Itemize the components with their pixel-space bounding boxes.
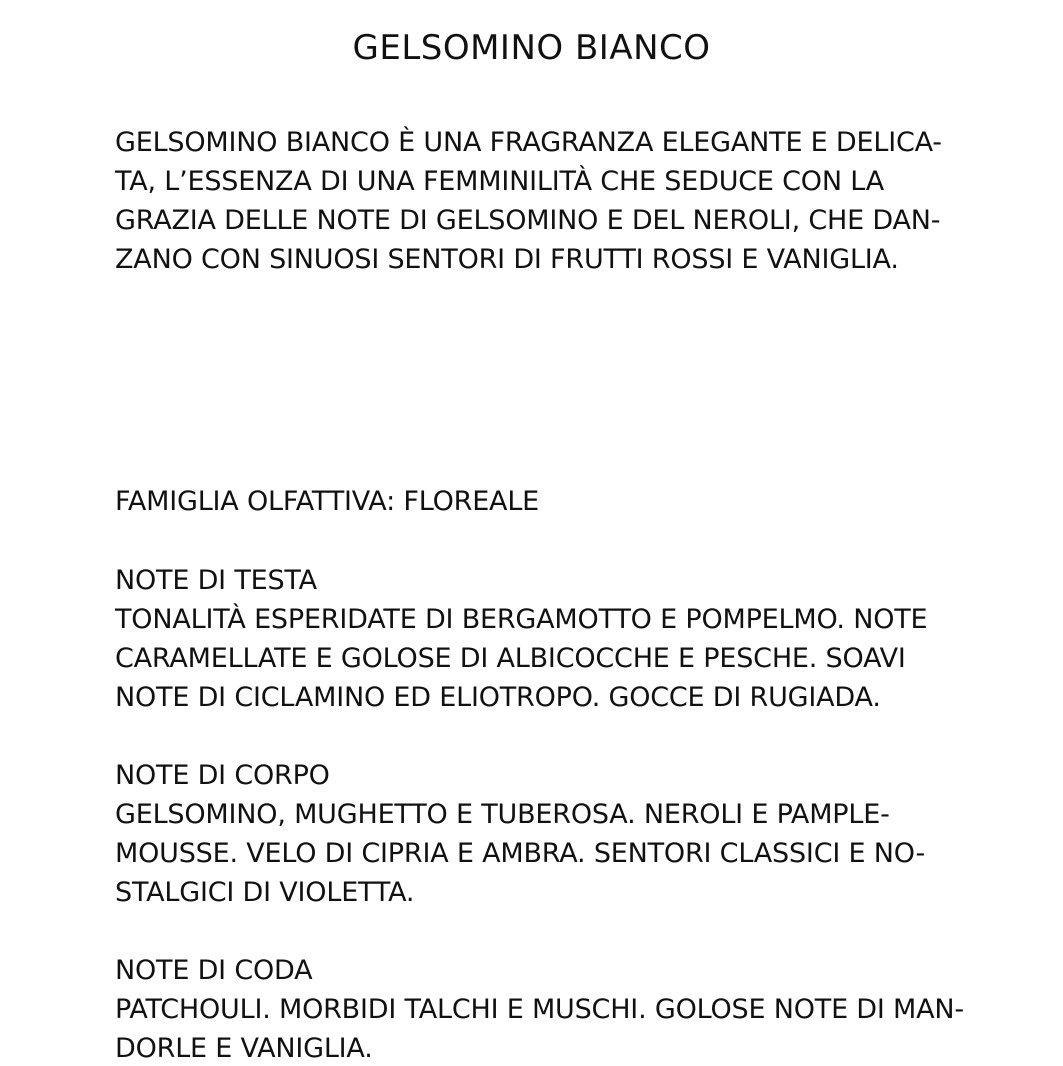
description-line: ZANO CON SINUOSI SENTORI DI FRUTTI ROSSI E VANIGLIA. [115,244,899,275]
top-notes-line: CARAMELLATE E GOLOSE DI ALBICOCCHE E PESCHE. SOAVI [115,643,906,674]
olfactory-family: FAMIGLIA OLFATTIVA: FLOREALE [115,486,540,517]
base-notes-line: PATCHOULI. MORBIDI TALCHI E MUSCHI. GOLOSE NOTE DI MAN- [115,994,964,1025]
description-line: GRAZIA DELLE NOTE DI GELSOMINO E DEL NEROLI, CHE DAN- [115,205,941,236]
heart-notes-line: MOUSSE. VELO DI CIPRIA E AMBRA. SENTORI CLASSICI E NO- [115,838,926,869]
description-line: GELSOMINO BIANCO È UNA FRAGRANZA ELEGANTE E DELICA- [115,127,942,158]
base-notes-heading: NOTE DI CODA [115,955,313,986]
heart-notes-heading: NOTE DI CORPO [115,760,330,791]
top-notes-line: TONALITÀ ESPERIDATE DI BERGAMOTTO E POMPELMO. NOTE [115,604,928,635]
base-notes-line: DORLE E VANIGLIA. [115,1033,373,1064]
top-notes-heading: NOTE DI TESTA [115,565,317,596]
heart-notes-line: GELSOMINO, MUGHETTO E TUBEROSA. NEROLI E PAMPLE- [115,799,890,830]
heart-notes-line: STALGICI DI VIOLETTA. [115,877,415,908]
top-notes-line: NOTE DI CICLAMINO ED ELIOTROPO. GOCCE DI RUGIADA. [115,682,881,713]
page-title: GELSOMINO BIANCO [352,28,711,68]
description-line: TA, L’ESSENZA DI UNA FEMMINILITÀ CHE SEDUCE CON LA [115,166,884,197]
